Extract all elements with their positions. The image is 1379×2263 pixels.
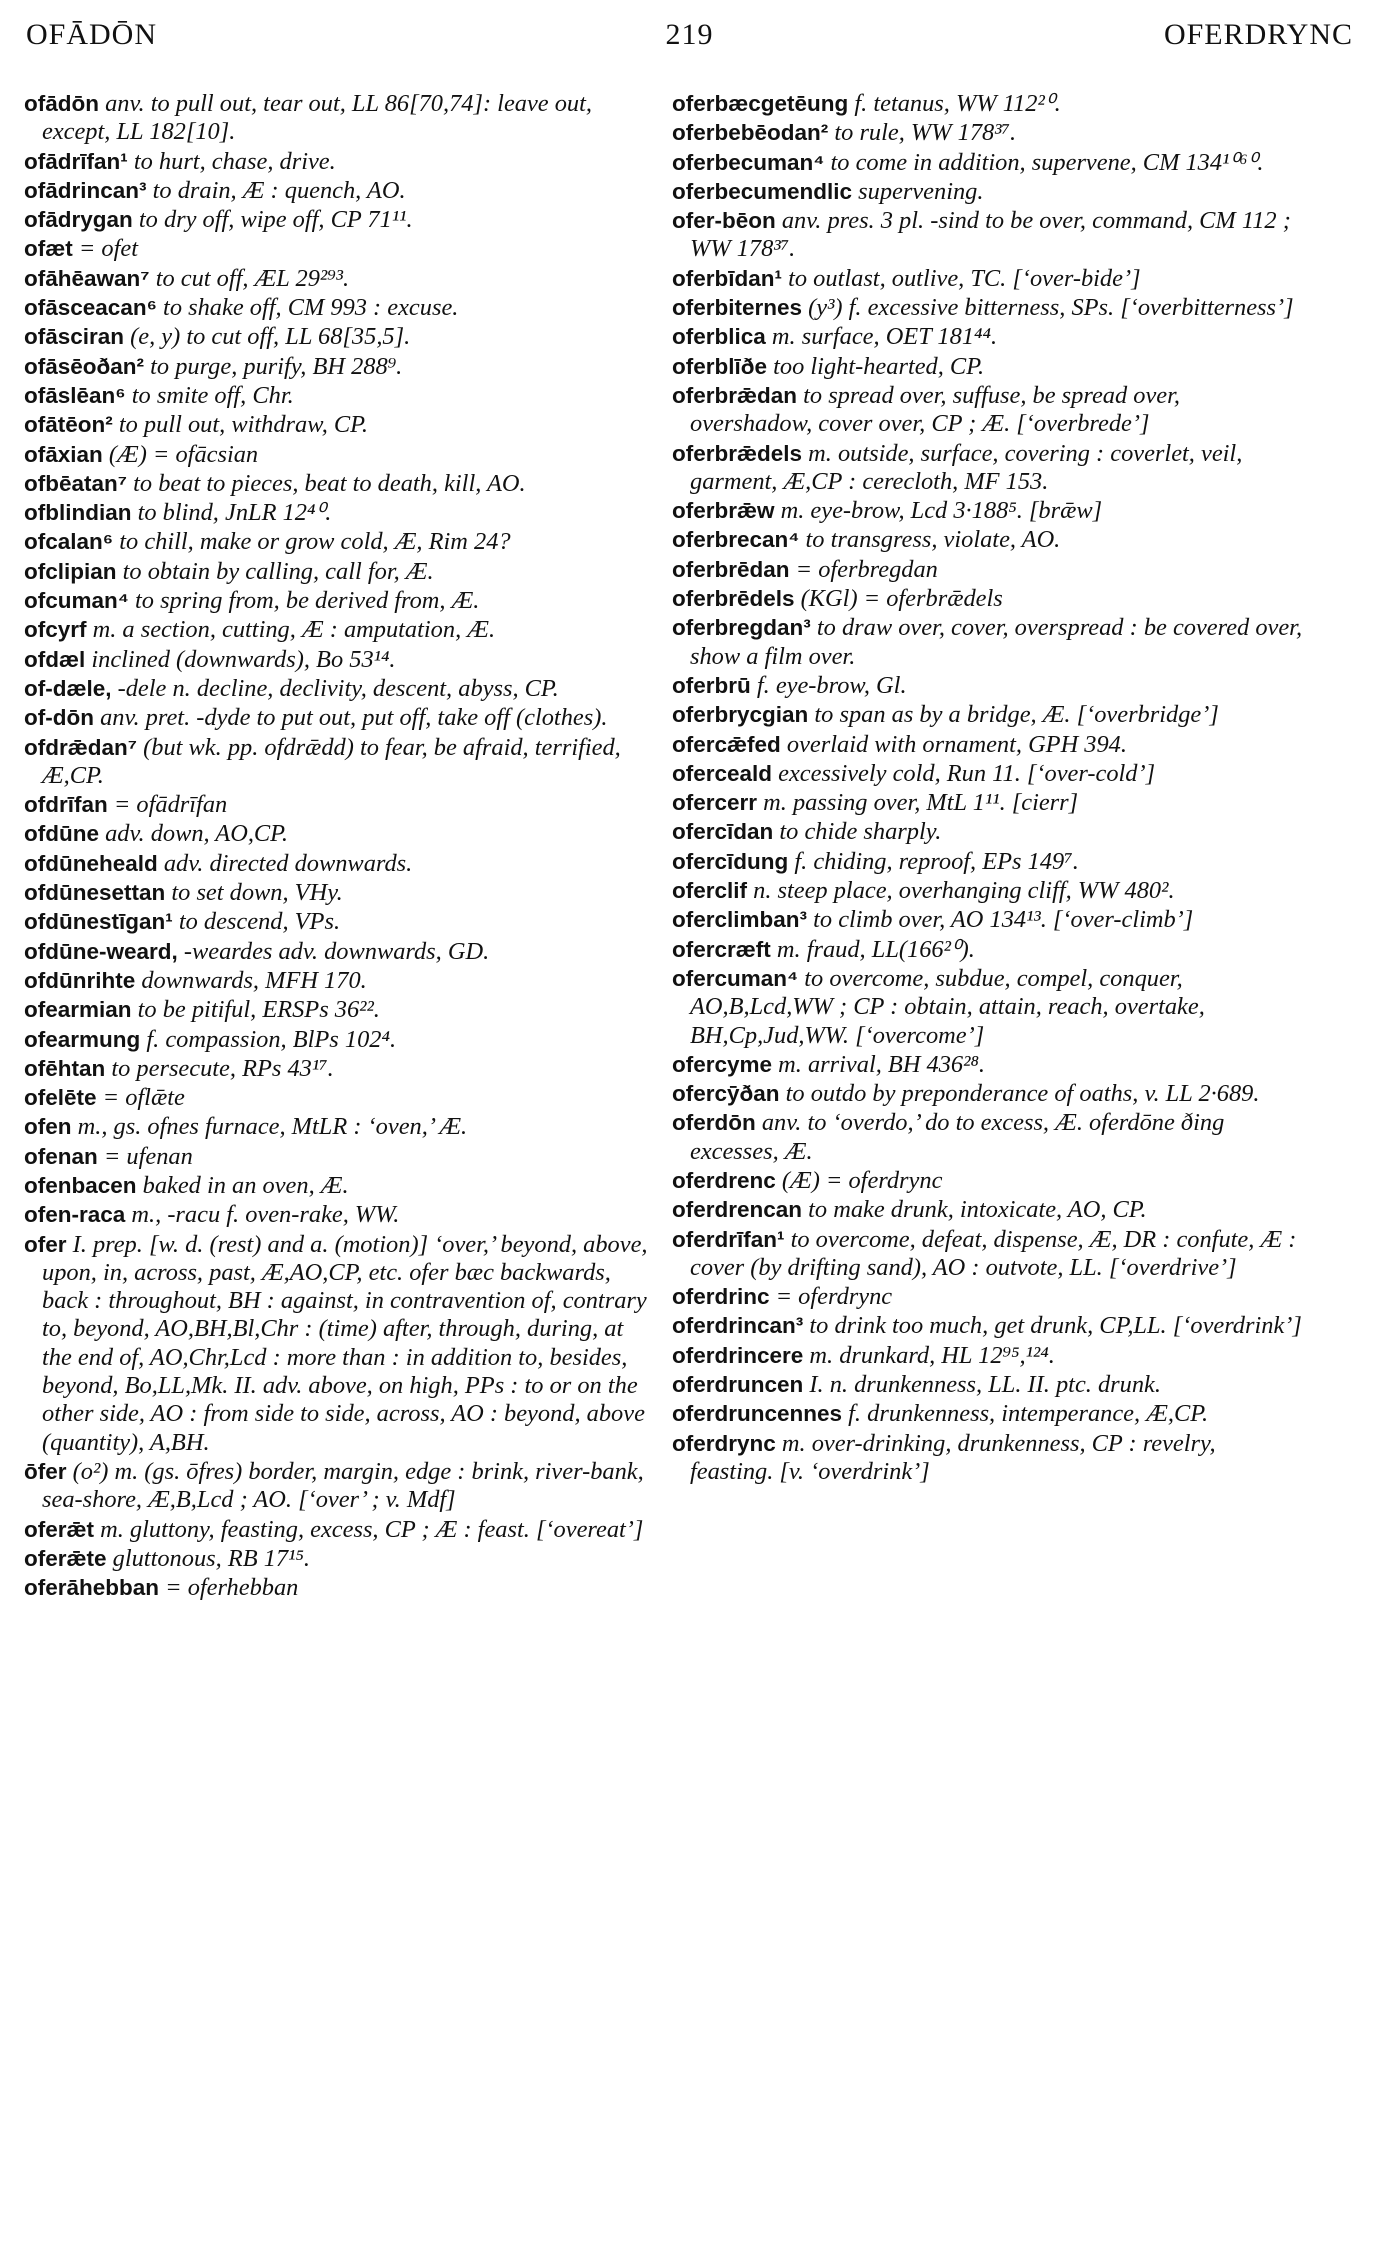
definition: to be pitiful, ERSPs 36²². — [137, 996, 380, 1024]
definition: (Æ) = ofācsian — [108, 440, 259, 468]
definition: anv. to ‘overdo,’ do to excess, Æ. oferdōne ðing excesses, Æ. — [690, 1109, 1225, 1165]
definition: m. a section, cutting, Æ : amputation, Æ. — [92, 616, 496, 644]
definition: to make drunk, intoxicate, AO, CP. — [808, 1196, 1147, 1224]
dictionary-entry — [672, 265, 1304, 293]
headword: oferbæcgetēung — [672, 91, 849, 116]
dictionary-entry — [672, 497, 1304, 525]
dictionary-entry — [672, 294, 1304, 322]
dictionary-entry — [24, 148, 656, 176]
definition: = ofādrīfan — [113, 791, 228, 819]
headword: ofādōn — [24, 91, 99, 116]
headword: oferbiternes — [672, 295, 803, 321]
definition: to span as by a bridge, Æ. [‘overbridge’] — [814, 701, 1219, 729]
dictionary-entry — [672, 701, 1304, 729]
definition: m. fraud, LL(166²⁰). — [776, 935, 975, 963]
definition: (o²) m. (gs. ōfres) border, margin, edge : brink, river-bank, sea-shore, Æ,B,Lcd ; AO. [‘over’ ; v. Mdf] — [42, 1457, 644, 1514]
definition: to purge, purify, BH 288⁹. — [150, 352, 403, 380]
headword: of-dæle, — [24, 675, 112, 701]
dictionary-entry — [24, 382, 656, 410]
headword: ofdrǣdan⁷ — [24, 734, 138, 760]
headword: ofclipian — [24, 558, 117, 584]
definition: gluttonous, RB 17¹⁵. — [112, 1544, 311, 1572]
headword: ofcalan⁶ — [24, 529, 114, 555]
definition: = oferbregdan — [795, 555, 938, 583]
headword: ofāsceacan⁶ — [24, 295, 157, 321]
dictionary-entry — [24, 235, 656, 263]
dictionary-entry — [24, 1084, 656, 1112]
definition: adv. down, AO,CP. — [105, 820, 289, 848]
headword: ofercǣfed — [672, 731, 781, 757]
definition: m. outside, surface, covering : coverlet, veil, garment, Æ,CP : cerecloth, MF 153. — [690, 439, 1243, 495]
dictionary-entry — [24, 1574, 656, 1602]
definition: m. passing over, MtL 1¹¹. [cierr] — [763, 789, 1079, 817]
headword: ofādrīfan¹ — [24, 148, 128, 174]
headword: oferǣt — [24, 1516, 95, 1542]
definition: to overcome, subdue, compel, conquer, AO,B,Lcd,WW ; CP : obtain, attain, reach, overtake, BH,Cp,Jud,WW. [‘overcome’] — [690, 964, 1205, 1049]
dictionary-entry — [24, 1055, 656, 1083]
definition: to chide sharply. — [779, 818, 942, 846]
definition: -dele n. decline, declivity, descent, abyss, CP. — [117, 674, 559, 702]
dictionary-entry — [672, 1196, 1304, 1224]
definition: = oflǣte — [102, 1084, 185, 1112]
dictionary-entry — [672, 149, 1304, 177]
right-column — [672, 90, 1304, 1487]
dictionary-entry — [24, 90, 656, 147]
definition: anv. to pull out, tear out, LL 86[70,74]: leave out, except, LL 182[10]. — [42, 90, 592, 146]
headword: ofercȳðan — [672, 1081, 780, 1107]
definition: to overcome, defeat, dispense, Æ, DR : confute, Æ : cover (by drifting sand), AO : outvote, LL. [‘overdrive’] — [690, 1225, 1297, 1281]
headword: oferbebēodan² — [672, 120, 829, 146]
headword: oferbrycgian — [672, 702, 809, 728]
dictionary-entry — [672, 1371, 1304, 1399]
definition: baked in an oven, Æ. — [142, 1171, 349, 1199]
headword: oferblīðe — [672, 353, 768, 379]
headword: oferblica — [672, 324, 766, 350]
definition: anv. pret. -dyde to put out, put off, take off (clothes). — [100, 704, 608, 732]
dictionary-entry — [24, 996, 656, 1024]
definition: overlaid with ornament, GPH 394. — [786, 730, 1127, 758]
headword: oferbecuman⁴ — [672, 149, 825, 175]
headword: oferbīdan¹ — [672, 265, 782, 291]
headword: oferdruncennes — [672, 1401, 843, 1427]
definition: to cut off, ÆL 29²⁹³. — [155, 264, 350, 292]
dictionary-entry — [672, 760, 1304, 788]
dictionary-entry — [672, 789, 1304, 817]
headword: ofenan — [24, 1143, 98, 1169]
headword: oferbrǣw — [672, 498, 775, 524]
dictionary-entry — [24, 177, 656, 205]
definition: to come in addition, supervene, CM 134¹⁰⁶⁰. — [830, 148, 1264, 176]
headword: oferbecumendlic — [672, 178, 853, 204]
dictionary-entry — [24, 820, 656, 848]
dictionary-entry — [24, 675, 656, 703]
headword: ofāxian — [24, 441, 103, 467]
headword: oferclimban³ — [672, 907, 808, 933]
headword: of-dōn — [24, 705, 94, 731]
headword: ofæt — [24, 236, 73, 262]
left-column — [24, 90, 656, 1603]
definition: inclined (downwards), Bo 53¹⁴. — [91, 645, 396, 673]
dictionary-entry — [24, 938, 656, 966]
headword: ofādrincan³ — [24, 177, 147, 203]
definition: excessively cold, Run 11. [‘over-cold’] — [778, 759, 1156, 787]
headword: ofearmian — [24, 997, 132, 1023]
dictionary-entry — [24, 265, 656, 293]
headword: oferdōn — [672, 1110, 756, 1136]
definition: m. over-drinking, drunkenness, CP : revelry, feasting. [v. ‘overdrink’] — [690, 1429, 1216, 1485]
running-head-right: OFERDRYNC — [1163, 18, 1353, 51]
definition: to blind, JnLR 12⁴⁰. — [137, 499, 332, 527]
dictionary-entry — [24, 1545, 656, 1573]
headword: ofen-raca — [24, 1202, 126, 1228]
headword: ofercuman⁴ — [672, 965, 799, 991]
headword: ofercerr — [672, 790, 758, 816]
dictionary-entry — [672, 440, 1304, 497]
definition: (KGl) = oferbrǣdels — [800, 585, 1003, 613]
definition: anv. pres. 3 pl. -sind to be over, command, CM 112 ; WW 178³⁷. — [690, 207, 1291, 263]
dictionary-entry — [24, 558, 656, 586]
headword: oferbregdan³ — [672, 615, 811, 641]
definition: = ofet — [78, 235, 138, 263]
definition: m., -racu f. oven-rake, WW. — [131, 1201, 400, 1229]
headword: ofdūnestīgan¹ — [24, 909, 173, 935]
definition: to beat to pieces, beat to death, kill, AO. — [133, 469, 526, 497]
definition: m. eye-brow, Lcd 3·188⁵. [brǣw] — [780, 497, 1103, 525]
headword: oferdruncen — [672, 1372, 804, 1398]
dictionary-entry — [24, 908, 656, 936]
dictionary-entry — [672, 906, 1304, 934]
dictionary-entry — [24, 1231, 656, 1457]
dictionary-entry — [24, 1026, 656, 1054]
headword: ofercīdan — [672, 819, 774, 845]
dictionary-entry — [24, 294, 656, 322]
headword: oferǣte — [24, 1545, 107, 1571]
headword: ofercræft — [672, 936, 771, 962]
dictionary-entry — [24, 1201, 656, 1229]
definition: = oferdrync — [775, 1283, 893, 1311]
dictionary-entry — [672, 672, 1304, 700]
headword: ofdūne — [24, 821, 99, 847]
headword: ofer — [24, 1231, 67, 1257]
headword: ofāsciran — [24, 324, 125, 350]
headword: oferbrǣdels — [672, 440, 803, 466]
definition: to obtain by calling, call for, Æ. — [122, 557, 434, 585]
definition: (e, y) to cut off, LL 68[35,5]. — [130, 323, 411, 351]
headword: ofāsēoðan² — [24, 353, 145, 379]
definition: to smite off, Chr. — [131, 381, 294, 409]
dictionary-entry — [24, 1172, 656, 1200]
dictionary-entry — [672, 965, 1304, 1050]
dictionary-entry — [24, 1143, 656, 1171]
definition: to descend, VPs. — [178, 908, 341, 936]
dictionary-entry — [24, 587, 656, 615]
definition: f. compassion, BlPs 102⁴. — [146, 1025, 397, 1053]
dictionary-entry — [672, 1109, 1304, 1166]
definition: to spread over, suffuse, be spread over, overshadow, cover over, CP ; Æ. [‘overbrede’] — [690, 381, 1180, 438]
headword: ofātēon² — [24, 412, 113, 438]
headword: ofercīdung — [672, 848, 789, 874]
dictionary-entry — [672, 382, 1304, 439]
running-head-left: OFĀDŌN — [26, 18, 158, 51]
headword: ofdūnrihte — [24, 967, 136, 993]
dictionary-entry — [672, 207, 1304, 264]
definition: to shake off, CM 993 : excuse. — [163, 294, 459, 322]
definition: to pull out, withdraw, CP. — [118, 411, 369, 439]
dictionary-entry — [24, 1458, 656, 1515]
definition: supervening. — [858, 177, 984, 205]
dictionary-entry — [672, 353, 1304, 381]
dictionary-entry — [24, 411, 656, 439]
headword: oferdrencan — [672, 1197, 803, 1223]
headword: ofdæl — [24, 646, 86, 672]
definition: m. gluttony, feasting, excess, CP ; Æ : feast. [‘overeat’] — [100, 1515, 644, 1543]
definition: too light-hearted, CP. — [773, 352, 985, 380]
headword: ofdūnesettan — [24, 880, 166, 906]
dictionary-entry — [24, 616, 656, 644]
definition: to dry off, wipe off, CP 71¹¹. — [138, 206, 413, 234]
dictionary-entry — [24, 206, 656, 234]
dictionary-entry — [672, 1226, 1304, 1283]
dictionary-entry — [672, 585, 1304, 613]
headword: oferbrecan⁴ — [672, 527, 800, 553]
headword: ōfer — [24, 1458, 67, 1484]
dictionary-entry — [24, 791, 656, 819]
dictionary-entry — [672, 1430, 1304, 1487]
headword: ofādrygan — [24, 207, 133, 233]
dictionary-entry — [672, 1342, 1304, 1370]
definition: -weardes adv. downwards, GD. — [183, 937, 490, 965]
definition: = oferhebban — [165, 1574, 299, 1602]
definition: to set down, VHy. — [171, 879, 343, 907]
dictionary-entry — [24, 323, 656, 351]
dictionary-entry — [24, 967, 656, 995]
dictionary-entry — [672, 936, 1304, 964]
headword: oferbrēdan — [672, 556, 790, 582]
definition: to drain, Æ : quench, AO. — [152, 176, 406, 204]
headword: oferdrenc — [672, 1167, 776, 1193]
dictionary-entry — [24, 1516, 656, 1544]
headword: ofcuman⁴ — [24, 588, 129, 614]
headword: ofercyme — [672, 1051, 773, 1077]
dictionary-entry — [24, 850, 656, 878]
definition: to drink too much, get drunk, CP,LL. [‘overdrink’] — [809, 1312, 1302, 1340]
headword: ofāhēawan⁷ — [24, 265, 150, 291]
definition: m. drunkard, HL 12⁹⁵,¹²⁴. — [809, 1341, 1055, 1369]
headword: oferdrinc — [672, 1284, 770, 1310]
headword: ofblindian — [24, 500, 132, 526]
definition: to rule, WW 178³⁷. — [834, 119, 1017, 147]
headword: oferceald — [672, 760, 773, 786]
headword: oferdrync — [672, 1430, 776, 1456]
definition: f. drunkenness, intemperance, Æ,CP. — [848, 1400, 1209, 1428]
dictionary-entry — [24, 879, 656, 907]
definition: (but wk. pp. ofdrǣdd) to fear, be afraid, terrified, Æ,CP. — [42, 733, 621, 789]
headword: ofbēatan⁷ — [24, 470, 128, 496]
dictionary-entry — [672, 323, 1304, 351]
definition: to outdo by preponderance of oaths, v. LL 2·689. — [785, 1080, 1260, 1108]
dictionary-entry — [672, 1051, 1304, 1079]
definition: to draw over, cover, overspread : be covered over, show a film over. — [690, 614, 1303, 670]
page-number: 219 — [665, 18, 714, 51]
headword: oferdrincan³ — [672, 1313, 804, 1339]
headword: oferāhebban — [24, 1575, 160, 1601]
definition: to transgress, violate, AO. — [805, 526, 1061, 554]
headword: oferdrīfan¹ — [672, 1226, 785, 1252]
dictionary-entry — [672, 178, 1304, 206]
definition: m. surface, OET 181⁴⁴. — [771, 323, 998, 351]
dictionary-entry — [672, 1400, 1304, 1428]
headword: ofēhtan — [24, 1055, 106, 1081]
definition: to climb over, AO 134¹³. [‘over-climb’] — [813, 906, 1194, 934]
headword: oferbrǣdan — [672, 382, 798, 408]
dictionary-entry — [672, 1312, 1304, 1340]
dictionary-entry — [24, 441, 656, 469]
dictionary-entry — [24, 499, 656, 527]
dictionary-entry — [24, 704, 656, 732]
definition: (Æ) = oferdrync — [781, 1166, 943, 1194]
dictionary-entry — [24, 1113, 656, 1141]
headword: oferbrū — [672, 672, 751, 698]
definition: f. tetanus, WW 112²⁰. — [854, 90, 1061, 117]
headword: ofcyrf — [24, 617, 87, 643]
headword: ofer-bēon — [672, 208, 776, 234]
definition: downwards, MFH 170. — [141, 966, 367, 994]
headword: oferclif — [672, 878, 748, 904]
definition: adv. directed downwards. — [163, 849, 413, 877]
headword: ofdrīfan — [24, 792, 108, 818]
definition: m. arrival, BH 436²⁸. — [778, 1050, 986, 1078]
definition: f. chiding, reproof, EPs 149⁷. — [794, 847, 1079, 875]
dictionary-entry — [672, 1283, 1304, 1311]
definition: I. n. drunkenness, LL. II. ptc. drunk. — [809, 1371, 1161, 1399]
headword: ofāslēan⁶ — [24, 382, 126, 408]
headword: ofearmung — [24, 1026, 141, 1052]
dictionary-entry — [24, 353, 656, 381]
dictionary-entry — [24, 470, 656, 498]
headword: oferbrēdels — [672, 586, 795, 612]
dictionary-entry — [672, 1080, 1304, 1108]
dictionary-entry — [672, 526, 1304, 554]
dictionary-entry — [672, 877, 1304, 905]
dictionary-entry — [672, 556, 1304, 584]
definition: (y³) f. excessive bitterness, SPs. [‘overbitterness’] — [808, 294, 1294, 322]
headword: ofdūne-weard, — [24, 938, 178, 964]
definition: I. prep. [w. d. (rest) and a. (motion)] ‘over,’ beyond, above, upon, in, across, past, Æ,AO,CP, etc. ofer bæc backwards, back : throughout, BH : against, in contravention of, contrary to, beyond, AO,BH,Bl,Chr : (time) after, through, during, at the end of, AO,Chr,Lcd : more than : in addition to, besides, beyond, Bo,LL,Mk. II. adv. above, on high, PPs : to or on the other side, AO : from side to side, across, AO : beyond, above (quantity), A,BH. — [42, 1230, 648, 1456]
dictionary-entry — [672, 731, 1304, 759]
dictionary-entry — [672, 119, 1304, 147]
definition: to chill, make or grow cold, Æ, Rim 24? — [119, 528, 511, 556]
definition: to outlast, outlive, TC. [‘over-bide’] — [788, 264, 1141, 292]
dictionary-entry — [672, 90, 1304, 118]
headword: ofenbacen — [24, 1172, 137, 1198]
dictionary-entry — [24, 734, 656, 791]
dictionary-entry — [672, 614, 1304, 671]
dictionary-entry — [672, 848, 1304, 876]
dictionary-entry — [24, 528, 656, 556]
headword: oferdrincere — [672, 1342, 804, 1368]
dictionary-entry — [24, 646, 656, 674]
definition: to spring from, be derived from, Æ. — [135, 587, 480, 615]
definition: = ufenan — [103, 1142, 193, 1170]
dictionary-entry — [672, 818, 1304, 846]
headword: ofdūneheald — [24, 850, 158, 876]
headword: ofelēte — [24, 1085, 97, 1111]
definition: m., gs. ofnes furnace, MtLR : ‘oven,’ Æ. — [77, 1113, 468, 1141]
headword: ofen — [24, 1114, 72, 1140]
definition: n. steep place, overhanging cliff, WW 480². — [753, 877, 1175, 905]
dictionary-entry — [672, 1167, 1304, 1195]
definition: to persecute, RPs 43¹⁷. — [111, 1054, 334, 1082]
page-header — [26, 18, 1353, 62]
definition: f. eye-brow, Gl. — [756, 671, 907, 699]
definition: to hurt, chase, drive. — [133, 147, 336, 175]
